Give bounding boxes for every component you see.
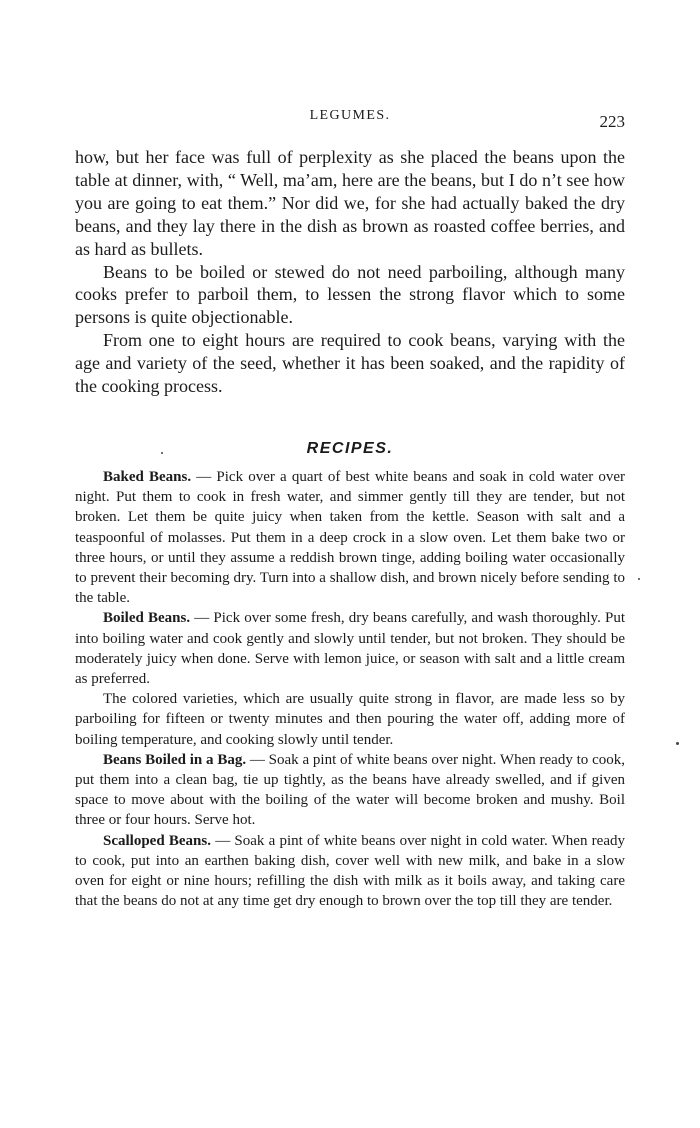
print-speck — [161, 452, 163, 454]
recipe-title-beans-bag: Beans Boiled in a Bag. — [103, 751, 247, 768]
recipe-title-boiled-beans: Boiled Beans. — [103, 610, 191, 627]
recipe-scalloped-beans — [75, 831, 625, 912]
running-head — [0, 106, 700, 130]
recipe-title-baked-beans: Baked Beans. — [103, 469, 192, 485]
recipe-body-boiled-beans: — Pick over some fresh, dry beans carefully, and wash thoroughly. Put into boiling water and cook gently and slowly until tender, but not broken. They should be moderately juicy when done. Serve with lemon juice, or season with salt and a little cream as preferred. — [75, 610, 625, 688]
recipe-boiled-beans — [75, 608, 625, 689]
recipe-note-colored-varieties: The colored varieties, which are usually quite strong in flavor, are made less so by parboiling for fifteen or twenty minutes and then pouring the water off, adding more of boiling temperature, and cooking slowly until tender. — [75, 691, 625, 748]
paragraph-parboiling: Beans to be boiled or stewed do not need parboiling, although many cooks prefer to parboil them, to lessen the strong flavor which to some persons is quite objectionable. — [75, 261, 625, 328]
recipe-baked-beans — [75, 467, 625, 608]
print-speck — [638, 578, 640, 580]
paragraph-cooking-time: From one to eight hours are required to cook beans, varying with the age and variety of the seed, whether it has been soaked, and the rapidity of the cooking process. — [75, 330, 625, 397]
running-title: LEGUMES. — [309, 108, 391, 123]
paragraph-continued: how, but her face was full of perplexity as she placed the beans upon the table at dinner, with, “ Well, ma’am, here are the beans, but I do n’t see how you are going to eat them.” Nor did we, for she had actually baked the dry beans, and they lay there in the dish as brown as roasted coffee berries, and as hard as bullets. — [75, 147, 625, 259]
recipe-body-scalloped-beans: — Soak a pint of white beans over night in cold water. When ready to cook, put into an earthen baking dish, cover well with new milk, and bake in a slow oven for eight or nine hours; refilling the dish with milk as it boils away, and taking care that the beans do not at any time get dry enough to brown over the top till they are tender. — [75, 832, 625, 910]
recipe-beans-bag — [75, 750, 625, 831]
recipes-heading: RECIPES. — [306, 440, 394, 457]
recipe-title-scalloped-beans: Scalloped Beans. — [103, 832, 211, 849]
page-number: 223 — [599, 112, 625, 131]
recipe-body-baked-beans: — Pick over a quart of best white beans and soak in cold water over night. Put them to cook in fresh water, and simmer gently till they are tender, but not broken. Let them be quite juicy when taken from the kettle. Season with salt and a teaspoonful of molasses. Put them in a deep crock in a slow oven. Let them bake two or three hours, or until they assume a reddish brown tinge, adding boiling water occasionally to prevent their becoming dry. Turn into a shallow dish, and brown nicely before sending to the table. — [75, 469, 625, 607]
recipes-text — [75, 467, 625, 911]
recipe-body-beans-bag: — Soak a pint of white beans over night. When ready to cook, put them into a clean bag, tie up tightly, as the beans have already swelled, and if given space to move about with the boiling of the water will become broken and mushy. Boil three or four hours. Serve hot. — [75, 751, 625, 829]
intro-text — [75, 146, 625, 398]
print-speck — [676, 742, 679, 745]
